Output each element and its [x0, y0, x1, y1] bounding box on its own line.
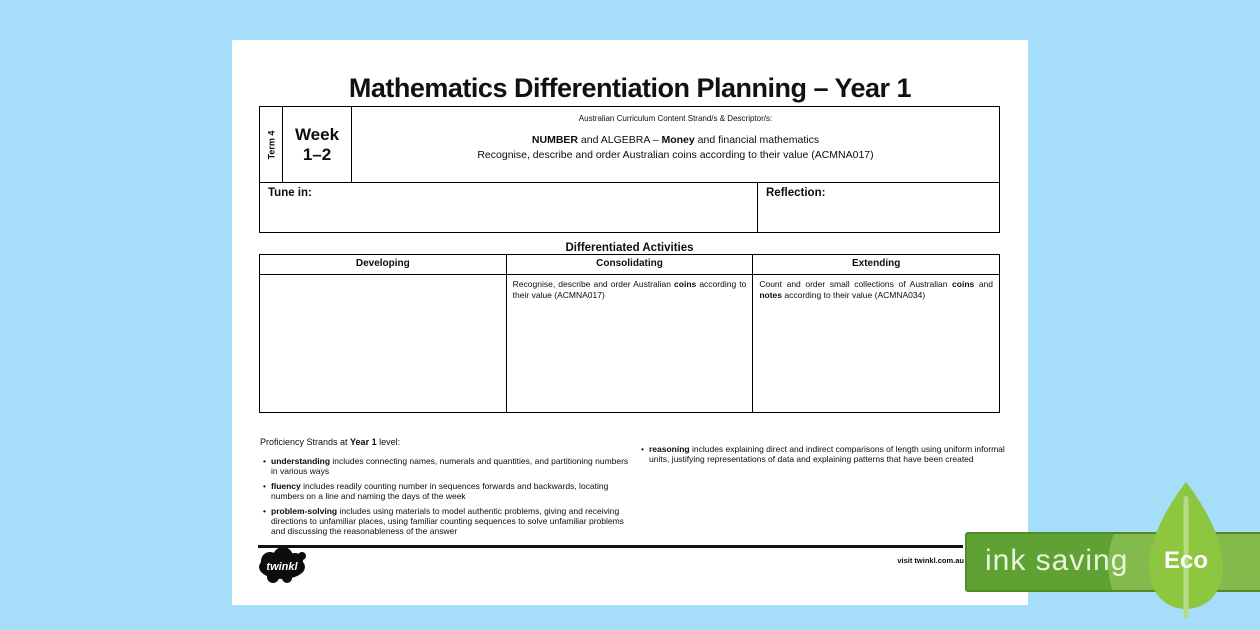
twinkl-cloud-icon: [257, 548, 311, 586]
week-label-line2: 1–2: [302, 144, 332, 164]
week-label-line1: Week: [294, 124, 340, 144]
tune-in-label: Tune in:: [268, 187, 312, 199]
text-fluency: includes readily counting number in sequences forwards and backwards, locating numbers on a line and naming the days of the week: [271, 481, 609, 501]
column-header-consolidating: Consolidating: [506, 255, 753, 274]
ink-saving-label: ink saving: [985, 543, 1129, 577]
list-item: [260, 506, 632, 536]
term-understanding: understanding: [271, 456, 331, 466]
extending-cell[interactable]: [752, 275, 999, 412]
consolidating-cell[interactable]: [506, 275, 753, 412]
extending-text-mid: and: [974, 279, 994, 289]
column-header-extending: Extending: [752, 255, 999, 274]
intro-year: Year 1: [350, 437, 377, 447]
week-cell: [283, 107, 352, 182]
page-title: Mathematics Differentiation Planning – Year 1: [348, 73, 912, 103]
activities-table: [259, 254, 1000, 413]
bullet-icon: •: [263, 506, 266, 516]
bullet-icon: •: [263, 481, 266, 491]
twinkl-logo: [257, 548, 311, 586]
strand-mid: and ALGEBRA –: [578, 134, 662, 146]
consolidating-text-post: according to their value (ACMNA017): [512, 279, 747, 300]
consolidating-text: Recognise, describe and order Australian: [512, 279, 675, 289]
proficiency-intro: [260, 437, 632, 447]
eco-label: Eco: [1163, 547, 1208, 574]
reflection-cell[interactable]: [758, 183, 999, 232]
term-fluency: fluency: [271, 481, 301, 491]
proficiency-strands-left-column: [260, 437, 632, 541]
reflection-label: Reflection:: [766, 187, 826, 199]
list-item: [638, 444, 1006, 464]
visit-url-text: visit twinkl.com.au: [897, 556, 964, 565]
intro-post: level:: [376, 437, 401, 447]
planner-bottom-row: [260, 183, 999, 232]
term-reasoning: reasoning: [649, 444, 690, 454]
extending-bold-coins: coins: [952, 279, 975, 289]
bullet-text: [649, 444, 1006, 464]
term-cell: [260, 107, 283, 182]
term-label: Term 4: [266, 130, 277, 159]
extending-text: Count and order small collections of Australian: [759, 279, 953, 289]
curriculum-strand-label: Australian Curriculum Content Strand/s & Descriptor/s:: [578, 114, 773, 123]
differentiated-activities-heading: Differentiated Activities: [565, 242, 694, 254]
developing-cell[interactable]: [260, 275, 506, 412]
bullet-text: [271, 481, 632, 501]
strand-rest: and financial mathematics: [694, 134, 820, 146]
twinkl-logo-text: twinkl: [266, 561, 298, 573]
planner-top-row: [260, 107, 999, 183]
curriculum-strand-line: [352, 134, 999, 146]
planner-header-table: [259, 106, 1000, 233]
curriculum-cell: [352, 107, 999, 182]
consolidating-bold-coins: coins: [674, 279, 697, 289]
extending-bold-notes: notes: [759, 289, 783, 300]
footer-divider: [258, 545, 963, 548]
proficiency-strands-right-column: [638, 444, 1006, 469]
curriculum-descriptor: Recognise, describe and order Australian coins according to their value (ACMNA017): [477, 149, 874, 161]
term-problem-solving: problem-solving: [271, 506, 338, 516]
strand-number: NUMBER: [531, 134, 578, 146]
activities-body-row: [260, 275, 999, 412]
strand-money: Money: [661, 134, 695, 146]
bullet-icon: •: [263, 456, 266, 466]
intro-pre: Proficiency Strands at: [260, 437, 351, 447]
tune-in-cell[interactable]: [260, 183, 758, 232]
bullet-icon: •: [641, 444, 644, 454]
bullet-text: [271, 506, 632, 536]
worksheet-page: [232, 40, 1028, 605]
text-problem-solving: includes using materials to model authentic problems, giving and receiving directions to unfamiliar places, using familiar counting sequences to solve unfamiliar problems and discussing the reasonableness of the answer: [271, 506, 624, 536]
text-reasoning: includes explaining direct and indirect comparisons of length using uniform informal units, justifying representations of data and explaining patterns that have been created: [649, 444, 1005, 464]
bullet-text: [271, 456, 632, 476]
column-header-developing: Developing: [355, 258, 410, 269]
activities-header-row: [260, 255, 999, 275]
list-item: [260, 456, 632, 476]
text-understanding: includes connecting names, numerals and quantities, and partitioning numbers in various ways: [271, 456, 629, 476]
extending-text-post: according to their value (ACMNA034): [782, 289, 926, 300]
list-item: [260, 481, 632, 501]
